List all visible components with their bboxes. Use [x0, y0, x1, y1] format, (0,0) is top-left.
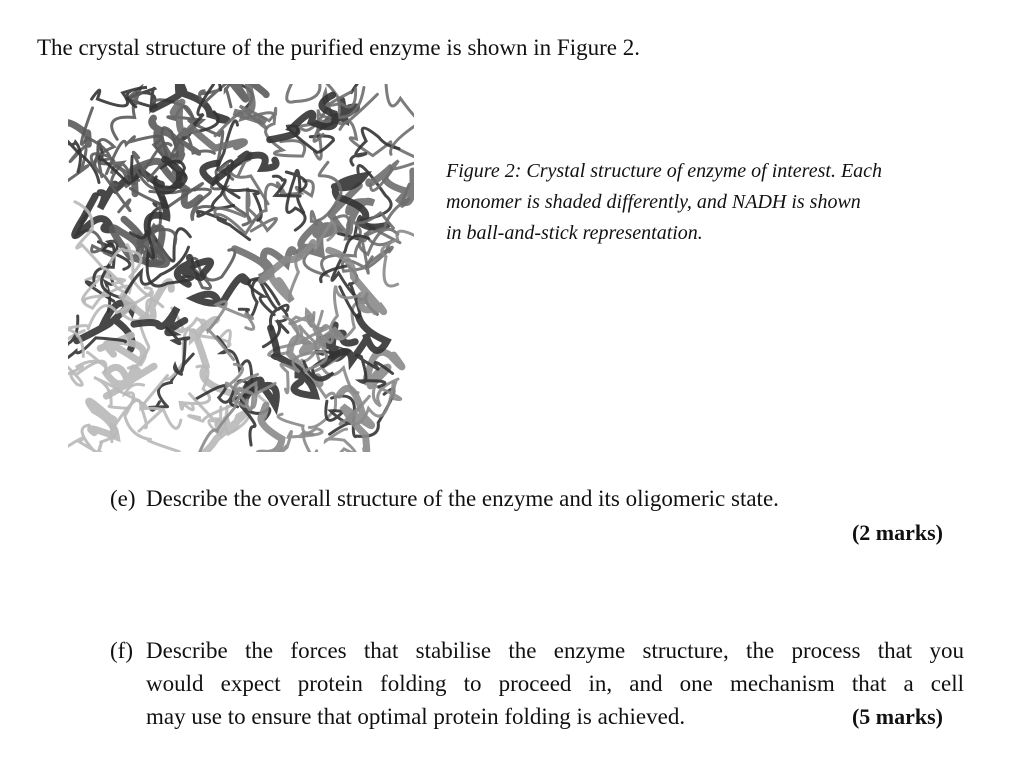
question-text: may use to ensure that optimal protein folding is achieved.	[146, 704, 686, 729]
question-text: Describe the forces that stabilise the enzyme structure, the process that you	[146, 638, 964, 663]
marks: (2 marks)	[851, 520, 943, 545]
question-text: would expect protein folding to proceed in, and one mechanism that a cell	[146, 671, 964, 696]
question-label: (f)	[110, 638, 133, 663]
figure-caption-line: Figure 2: Crystal structure of enzyme of interest. Each	[446, 160, 883, 182]
crystal-structure-figure	[68, 84, 414, 452]
figure-caption-line: in ball-and-stick representation.	[446, 222, 703, 244]
question-label: (e)	[110, 486, 136, 511]
intro-text: The crystal structure of the purified enzyme is shown in Figure 2.	[37, 35, 640, 60]
question-text: Describe the overall structure of the enzyme and its oligomeric state.	[146, 486, 779, 511]
figure-caption-line: monomer is shaded differently, and NADH is shown	[446, 191, 861, 213]
marks: (5 marks)	[851, 704, 943, 729]
